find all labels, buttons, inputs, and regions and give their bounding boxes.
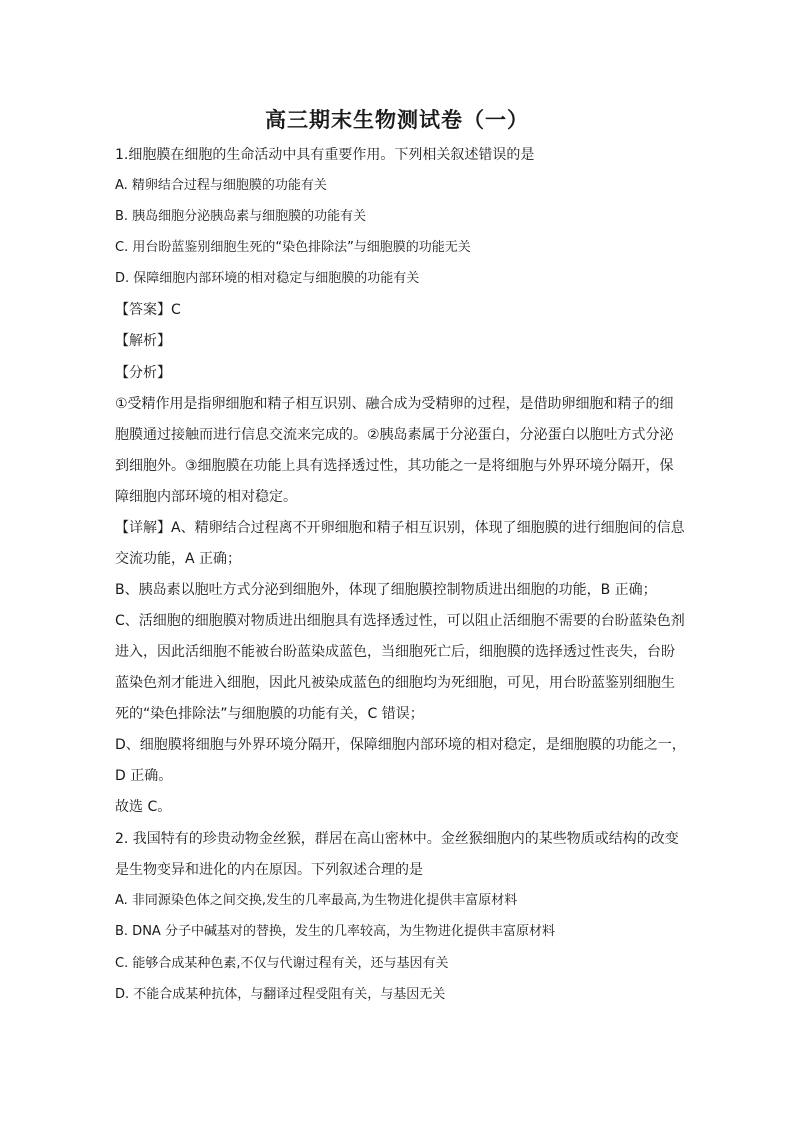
question-2-stem: 2. 我国特有的珍贵动物金丝猴，群居在高山密林中。金丝猴细胞内的某些物质或结构的改变 (115, 831, 679, 847)
fenxi-label: 【分析】 (115, 365, 171, 381)
detail-conclusion: 故选 C。 (115, 799, 172, 815)
question-2-option-d: D. 不能合成某种抗体，与翻译过程受阻有关，与基因无关 (115, 987, 446, 1002)
question-2-option-a: A. 非同源染色体之间交换,发生的几率最高,为生物进化提供丰富原材料 (115, 893, 518, 908)
detail-line: B、胰岛素以胞吐方式分泌到细胞外，体现了细胞膜控制物质进出细胞的功能，B 正确； (115, 582, 657, 598)
detail-line: 交流功能，A 正确； (115, 551, 242, 567)
fenxi-line: 障细胞内部环境的相对稳定。 (115, 489, 297, 505)
question-1-stem: 1.细胞膜在细胞的生命活动中具有重要作用。下列相关叙述错误的是 (115, 147, 535, 163)
question-1-option-d: D. 保障细胞内部环境的相对稳定与细胞膜的功能有关 (115, 271, 420, 286)
detail-line: 蓝染色剂才能进入细胞，因此凡被染成蓝色的细胞均为死细胞，可见，用台盼蓝鉴别细胞生 (115, 675, 675, 691)
answer-label: 【答案】 (115, 302, 171, 318)
fenxi-line: 胞膜通过接触而进行信息交流来完成的。②胰岛素属于分泌蛋白，分泌蛋白以胞吐方式分泌 (115, 427, 674, 443)
question-1-option-c: C. 用台盼蓝鉴别细胞生死的“染色排除法”与细胞膜的功能无关 (115, 240, 471, 255)
detail-line: C、活细胞的细胞膜对物质进出细胞具有选择透过性，可以阻止活细胞不需要的台盼蓝染色剂 (115, 613, 685, 629)
page-title: 高三期末生物测试卷（一） (265, 107, 529, 132)
detail-line: 死的“染色排除法”与细胞膜的功能有关，C 错误； (115, 706, 424, 722)
fenxi-line: ①受精作用是指卵细胞和精子相互识别、融合成为受精卵的过程，是借助卵细胞和精子的细 (115, 396, 674, 412)
analysis-label: 【解析】 (115, 333, 171, 349)
question-1-option-a: A. 精卵结合过程与细胞膜的功能有关 (115, 178, 327, 193)
detail-line (115, 518, 685, 538)
answer-value: C (171, 302, 181, 318)
detail-line: 进入，因此活细胞不能被台盼蓝染成蓝色，当细胞死亡后，细胞膜的选择透过性丧失，台盼 (115, 644, 675, 660)
question-2-option-b: B. DNA 分子中碱基对的替换，发生的几率较高，为生物进化提供丰富原材料 (115, 924, 555, 939)
question-2-option-c: C. 能够合成某种色素,不仅与代谢过程有关，还与基因有关 (115, 956, 449, 971)
detail-text: A、精卵结合过程离不开卵细胞和精子相互识别，体现了细胞膜的进行细胞间的信息 (171, 520, 685, 536)
detail-line: D、细胞膜将细胞与外界环境分隔开，保障细胞内部环境的相对稳定，是细胞膜的功能之一， (115, 737, 686, 753)
fenxi-line: 到细胞外。③细胞膜在功能上具有选择透过性，其功能之一是将细胞与外界环境分隔开，保 (115, 458, 674, 474)
question-1-answer (115, 300, 181, 320)
detail-line: D 正确。 (115, 768, 173, 784)
question-1-option-b: B. 胰岛细胞分泌胰岛素与细胞膜的功能有关 (115, 209, 367, 224)
detail-label: 【详解】 (115, 520, 171, 536)
question-2-stem: 是生物变异和进化的内在原因。下列叙述合理的是 (115, 862, 423, 878)
